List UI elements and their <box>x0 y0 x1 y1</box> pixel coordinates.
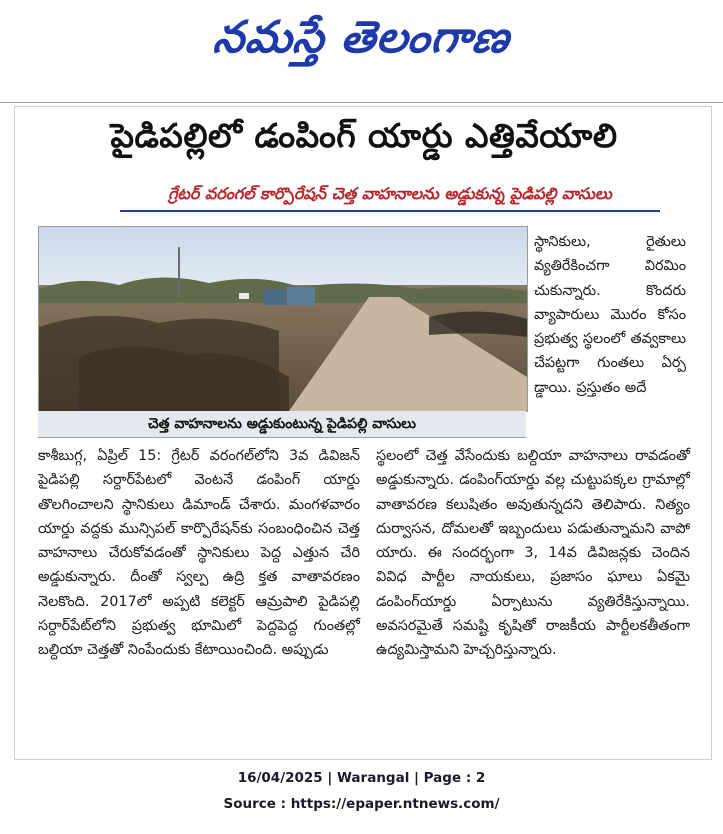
source-link[interactable]: Source : https://epaper.ntnews.com/ <box>223 796 500 812</box>
article-column-right-top <box>534 230 686 400</box>
masthead <box>0 0 723 86</box>
dumping-yard-photo <box>39 227 527 411</box>
masthead-divider <box>0 102 723 103</box>
article-column-right <box>376 444 690 663</box>
article-headline: పైడిపల్లిలో డంపింగ్ యార్డు ఎత్తివేయాలి <box>110 116 618 155</box>
article-subheadline: గ్రేటర్ వరంగల్ కార్పొరేషన్ చెత్త వాహనాలను అడ్డుకున్న పైడిపల్లి వాసులు <box>120 184 660 212</box>
article-text-left: కాశీబుగ్గ, ఏప్రిల్ 15: గ్రేటర్ వరంగల్‌లోని 3వ డివిజన్ పైడిపల్లి సర్దార్‌పేటలో వెంటనే డంపింగ్ యార్డు తొలగించాలని స్థానికులు డిమాండ్ చేశారు. మంగళవారం యార్డు వద్దకు మున్సిపల్ కార్పొరేషన్‌కు సంబంధించిన చెత్త వాహనాలు చేరుకోవడంతో స్థానికులు పెద్ద ఎత్తున చేరి అడ్డుకున్నారు. దీంతో స్వల్ప ఉద్రి క్తత వాతావరణం నెలకొంది. 2017లో అప్పటి కలెక్టర్ ఆమ్రపాలి పైడిపల్లి సర్దార్‌పేట్‌లోని ప్రభుత్వ భూమిలో పెద్దపెద్ద గుంతల్లో బల్దియా చెత్తతో నింపేందుకు కేటాయించింది. అప్పుడు <box>38 448 360 659</box>
newspaper-logo: నమస్తే తెలంగాణ <box>211 12 513 63</box>
article-text-right-top: స్థానికులు, రైతులు వ్యతిరేకించగా విరమిం చుకున్నారు. కొందరు వ్యాపారులు మొరం కోసం ప్రభుత్వ స్థలంలో తవ్వకాలు చేపట్టగా గుంతలు ఏర్ప డ్డాయి. ప్రస్తుతం అదే <box>534 234 686 396</box>
article-column-left <box>38 444 360 663</box>
article-photo <box>38 226 528 412</box>
article-text-right: స్థలంలో చెత్త వేసేందుకు బల్దియా వాహనాలు రావడంతో అడ్డుకున్నారు. డంపింగ్‌యార్డు వల్ల చుట్టుపక్కల గ్రామాల్లో వాతావరణ కలుషితం అవుతున్నదని తెలిపారు. నిత్యం దుర్వాసన, దోమలతో ఇబ్బందులు పడుతున్నామని వాపో యారు. ఈ సందర్భంగా 3, 14వ డివిజన్లకు చెందిన వివిధ పార్టీల నాయకులు, ప్రజాసం ఘాలు ఏకమై డంపింగ్‌యార్డు ఏర్పాటును వ్యతిరేకిస్తున్నాయి. అవసరమైతే సమష్టి కృషితో రాజకీయ పార్టీలకతీతంగా ఉద్యమిస్తామని హెచ్చరిస్తున్నారు. <box>376 448 690 659</box>
photo-caption: చెత్త వాహనాలను అడ్డుకుంటున్న పైడిపల్లి వాసులు <box>38 411 526 438</box>
edition-info: 16/04/2025 | Warangal | Page : 2 <box>237 770 486 786</box>
